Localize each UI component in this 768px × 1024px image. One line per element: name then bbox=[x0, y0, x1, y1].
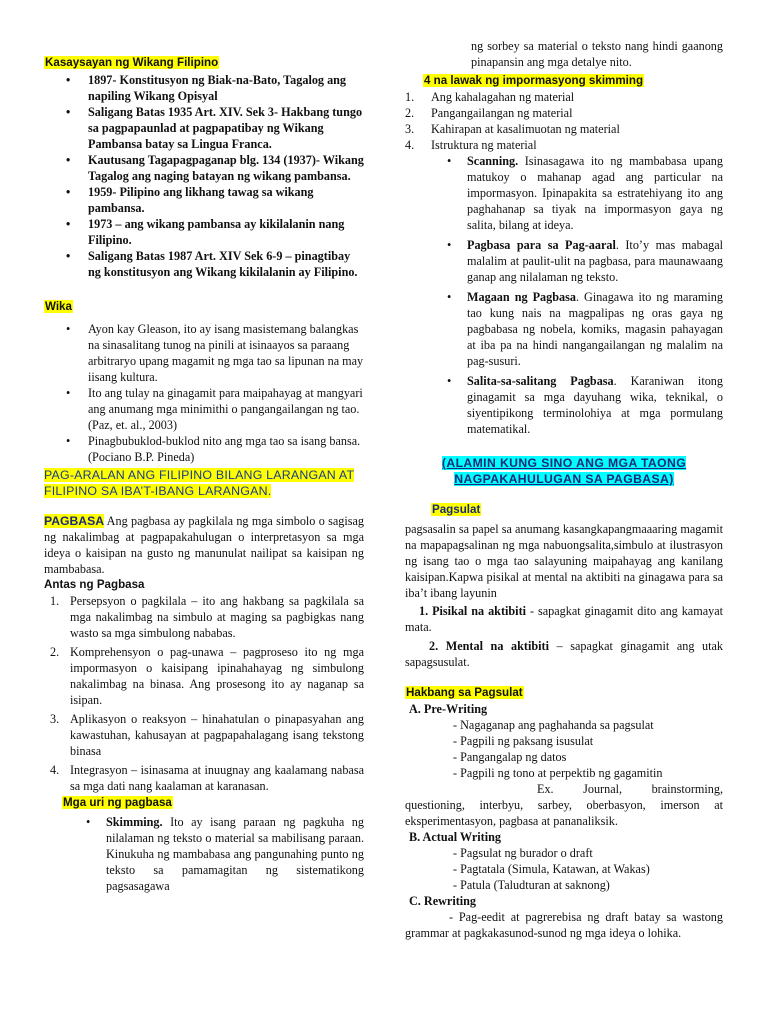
list-item: • Scanning. Isinasagawa ito ng mambabasa upang matukoy o mahanap agad ang particular na impormasyon. Ipinapakita sa estratehiyang ito ang paghahanap sa tiyak na impormasyon gaya ng salita, bilang at ideya. bbox=[447, 154, 723, 232]
wika-heading-text: Wika bbox=[45, 300, 72, 313]
alamin-heading bbox=[405, 455, 723, 487]
pre-writing-label: A. Pre-Writing bbox=[409, 702, 488, 716]
mga-uri-heading-text: Mga uri ng pagbasa bbox=[63, 796, 172, 809]
pagbasa-text: Ang pagbasa ay pagkilala ng mga simbolo o sagisag ng nakalimbag at pagpapakahulugan o interpretasyon sa mga ideya o kaisipan na gusto ng manunulat nailipat sa kaisipan ng mambabasa. bbox=[44, 514, 364, 576]
skimming-types-list bbox=[405, 153, 723, 437]
right-column bbox=[405, 38, 723, 941]
bullet-icon: • bbox=[66, 249, 71, 263]
pag-aralan-heading bbox=[44, 467, 364, 499]
bullet-icon: • bbox=[86, 815, 91, 829]
actual-writing-label: B. Actual Writing bbox=[409, 830, 501, 844]
kasaysayan-list bbox=[44, 72, 364, 280]
kasaysayan-heading-text: Kasaysayan ng Wikang Filipino bbox=[45, 56, 219, 69]
bullet-icon: • bbox=[66, 105, 71, 119]
continuation-text: ng sorbey sa material o teksto nang hindi gaanong pinapansin ang mga detalye nito. bbox=[471, 39, 723, 69]
list-item: 2. Pangangailangan ng material bbox=[405, 106, 573, 120]
bullet-icon: • bbox=[447, 290, 452, 304]
list-item: - Pangangalap ng datos bbox=[453, 750, 567, 764]
kasaysayan-heading bbox=[44, 54, 364, 71]
rewriting-label: C. Rewriting bbox=[409, 894, 477, 908]
alamin-heading-text: (ALAMIN KUNG SINO ANG MGA TAONG NAGPAKAHULUGAN SA PAGBASA) bbox=[441, 456, 687, 486]
list-item: 3. Aplikasyon o reaksyon – hinahatulan o pinapasyahan ang kawastuhan, kahusayan at pagpapahalagang isang tekstong binasa bbox=[50, 712, 364, 758]
list-item: • Salita-sa-salitang Pagbasa. Karaniwan itong ginagamit sa mga dayuhang wika, teknikal, o siyentipikong terminolohiya at mga pormulang matematikal. bbox=[447, 374, 723, 436]
list-item: 3. Kahirapan at kasalimuotan ng material bbox=[405, 122, 620, 136]
list-item: • Saligang Batas 1987 Art. XIV Sek 6-9 – pinagtibay ng konstitusyon ang Wikang kikilalanin ay Filipino. bbox=[66, 249, 358, 279]
pre-writing-list bbox=[405, 717, 723, 781]
pag-aralan-heading-text: PAG-ARALAN ANG FILIPINO BILANG LARANGAN AT FILIPINO SA IBA’T-IBANG LARANGAN. bbox=[44, 468, 355, 498]
lawak-heading-text: 4 na lawak ng impormasyong skimming bbox=[424, 74, 644, 87]
mga-uri-heading bbox=[44, 794, 364, 811]
list-item: 2. Komprehensyon o pag-unawa – pagproseso ito ng mga impormasyon o kaisipang ipinahahayag ng simbulong nakalimbag na binasa. Ang prosesong ito ay naganap sa isipan. bbox=[50, 645, 364, 707]
list-item: - Pagtatala (Simula, Katawan, at Wakas) bbox=[453, 862, 650, 876]
bullet-icon: • bbox=[66, 73, 71, 87]
bullet-icon: • bbox=[66, 434, 71, 448]
list-item: 1. Persepsyon o pagkilala – ito ang hakbang sa pagkilala sa mga nakalimbag na simbulo at maging sa pagbigkas nang wasto sa mga simbulong nababas. bbox=[50, 594, 364, 640]
list-item: • Magaan ng Pagbasa. Ginagawa ito ng maraming tao kung nais na magpalipas ng oras gaya ng pagbabasa ng nobela, komiks, magasin pahayagan at iba pa na hindi nangangailangan ng malalim na pag-susuri. bbox=[447, 290, 723, 368]
pagsulat-text: pagsasalin sa papel sa anumang kasangkapangmaaaring magamit na mapapagsalinan ng mga nabuongsalita,simbulo at ilustrasyon ng isang tao o mga tao salayuning maipahayag ang kanilang kaisipan.Kapwa pisikal at mental na aktibiti na ginagawa para sa iba’t ibang layunin bbox=[405, 522, 723, 600]
skimming-text: Ito ay isang paraan ng pagkuha ng nilalaman ng teksto o material sa mabilisang paraan. Kinukuha ng mambabasa ang pangunahing punto ng teksto sa pamamagitan ng sistematikong pagsasagawa bbox=[106, 815, 364, 893]
list-item: - Patula (Taludturan at saknong) bbox=[453, 878, 610, 892]
list-item: - Pagsulat ng burador o draft bbox=[453, 846, 593, 860]
list-item: - Nagaganap ang paghahanda sa pagsulat bbox=[453, 718, 654, 732]
list-item: • 1959- Pilipino ang likhang tawag sa wikang pambansa. bbox=[66, 185, 314, 215]
list-item: • Pinagbubuklod-buklod nito ang mga tao sa isang bansa.(Pociano B.P. Pineda) bbox=[66, 434, 361, 464]
list-item: • Ito ang tulay na ginagamit para maipahayag at mangyari ang anumang mga minimithi o pangangailangan ng tao. (Paz, et. al., 2003) bbox=[66, 386, 363, 432]
bullet-icon: • bbox=[447, 238, 452, 252]
skimming-label: Skimming. bbox=[106, 815, 163, 829]
list-item: • Ayon kay Gleason, ito ay isang masistemang balangkas na sinasalitang tunog na pinili at isinaayos sa paraang arbitraryo upang magamit ng mga tao sa lipunan na may iisang kultura. bbox=[66, 322, 364, 384]
bullet-icon: • bbox=[66, 322, 71, 336]
pagbasa-paragraph bbox=[44, 513, 364, 577]
pre-writing-examples: Ex. Journal, brainstorming, questioning, interbyu, sarbey, oberbasyon, imerson at eksperimentasyon, pagbasa at pananaliksik. bbox=[405, 782, 723, 828]
list-item: • 1897- Konstitusyon ng Biak-na-Bato, Tagalog ang napiling Wikang Opisyal bbox=[66, 73, 347, 103]
hakbang-heading bbox=[405, 684, 723, 701]
wika-list bbox=[44, 321, 364, 465]
list-item: 4. Integrasyon – isinasama at inuugnay ang kaalamang nabasa sa mga dati nang kaalaman at karanasan. bbox=[50, 763, 364, 793]
left-column bbox=[44, 54, 364, 894]
wika-heading bbox=[44, 298, 364, 315]
list-item: - Pagpili ng tono at perpektib ng gagamitin bbox=[453, 766, 663, 780]
list-item: • Saligang Batas 1935 Art. XIV. Sek 3- Hakbang tungo sa pagpapaunlad at pagpapatibay ng Wikang Pambansa batay sa Lingua Franca. bbox=[66, 105, 363, 151]
pagsulat-heading-text: Pagsulat bbox=[432, 503, 481, 516]
list-item: • Pagbasa para sa Pag-aaral. Ito’y mas mabagal malalim at paulit-ulit na pagbasa, para maunawaang ganap ang nilalaman ng teksto. bbox=[447, 238, 723, 284]
bullet-icon: • bbox=[447, 374, 452, 388]
skimming-item bbox=[44, 814, 364, 894]
list-item: 4. Istruktura ng material bbox=[405, 138, 537, 152]
rewriting-text: - Pag-eedit at pagrerebisa ng draft batay sa wastong grammar at pagkakasunod-sunod ng mga ideya o lohika. bbox=[405, 910, 723, 940]
list-item: • Kautusang Tagapagpaganap blg. 134 (1937)- Wikang Tagalog ang naging batayan ng wikang pambansa. bbox=[66, 153, 364, 183]
antas-heading: Antas ng Pagbasa bbox=[44, 578, 145, 591]
bullet-icon: • bbox=[66, 217, 71, 231]
bullet-icon: • bbox=[66, 386, 71, 400]
lawak-heading bbox=[405, 72, 723, 89]
antas-list bbox=[44, 593, 364, 794]
lawak-list bbox=[405, 89, 723, 153]
list-item: • 1973 – ang wikang pambansa ay kikilalanin nang Filipino. bbox=[66, 217, 345, 247]
pagbasa-label: PAGBASA bbox=[44, 514, 105, 528]
mental-item: 2. Mental na aktibiti – sapagkat ginagamit ang utak sapagsusulat. bbox=[405, 639, 723, 669]
bullet-icon: • bbox=[66, 185, 71, 199]
pagsulat-heading bbox=[405, 501, 723, 518]
hakbang-heading-text: Hakbang sa Pagsulat bbox=[406, 686, 523, 699]
bullet-icon: • bbox=[66, 153, 71, 167]
list-item: - Pagpili ng paksang isusulat bbox=[453, 734, 594, 748]
actual-writing-list bbox=[405, 845, 723, 893]
list-item: 1. Ang kahalagahan ng material bbox=[405, 90, 575, 104]
pisikal-item: 1. Pisikal na aktibiti - sapagkat ginagamit dito ang kamayat mata. bbox=[405, 604, 723, 634]
bullet-icon: • bbox=[447, 154, 452, 168]
